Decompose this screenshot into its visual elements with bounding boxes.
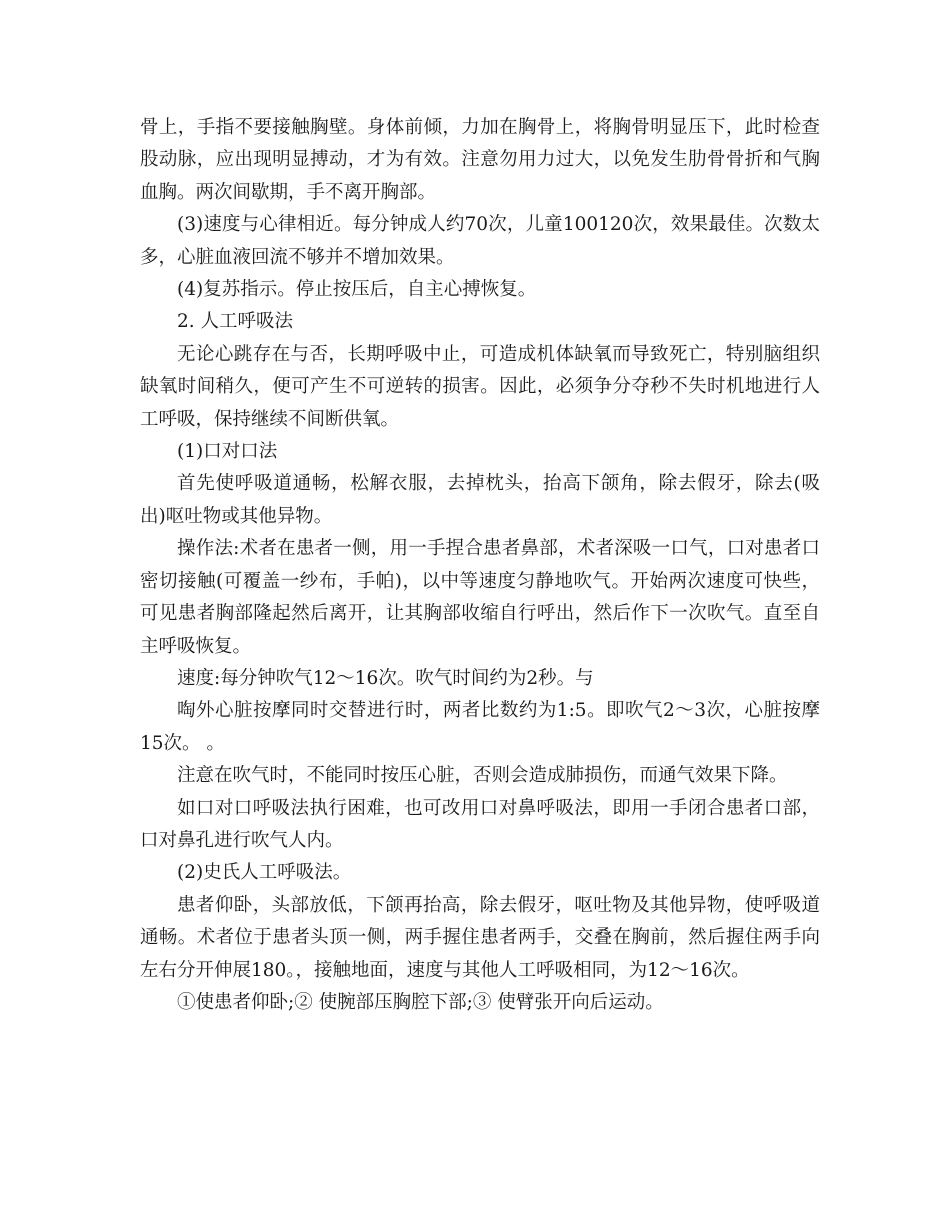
subheading-silvester-method: (2)史氏人工呼吸法。: [177, 862, 352, 884]
paragraph-15: ①使患者仰卧;② 使腕部压胸腔下部;③ 使臂张开向后运动。: [177, 991, 664, 1013]
paragraph-12: 如口对口呼吸法执行困难，也可改用口对鼻呼吸法，即用一手闭合患者口部，口对鼻孔进行吹气人内。: [140, 797, 820, 851]
paragraph-1: 骨上，手指不要接触胸壁。身体前倾，力加在胸骨上，将胸骨明显压下，此时检查股动脉，应出现明显搏动，才为有效。注意勿用力过大，以免发生肋骨骨折和气胸血胸。两次间歇期，手不离开胸部。: [140, 117, 820, 203]
paragraph-2: (3)速度与心律相近。每分钟成人约70次，儿童100120次，效果最佳。次数太多，心脏血液回流不够并不增加效果。: [140, 214, 820, 268]
section-heading-artificial-respiration: 2. 人工呼吸法: [177, 311, 294, 333]
paragraph-10: 啕外心脏按摩同时交替进行时，两者比数约为1:5。即吹气2～3次，心脏按摩15次。 。: [140, 700, 820, 754]
paragraph-8: 操作法:术者在患者一侧，用一手捏合患者鼻部，术者深吸一口气，口对患者口密切接触(可覆盖一纱布，手帕)，以中等速度匀静地吹气。开始两次速度可快些，可见患者胸部隆起然后离开，让其胸部收缩自行呼出，然后作下一次吹气。直至自主呼吸恢复。: [140, 538, 820, 657]
subheading-mouth-to-mouth: (1)口对口法: [177, 441, 278, 463]
paragraph-5: 无论心跳存在与否，长期呼吸中止，可造成机体缺氧而导致死亡，特别脑组织缺氧时间稍久，便可产生不可逆转的损害。因此，必须争分夺秒不失时机地进行人工呼吸，保持继续不间断供氧。: [140, 343, 820, 430]
document-body: [140, 112, 820, 1019]
paragraph-11: 注意在吹气时，不能同时按压心脏，否则会造成肺损伤，而通气效果下降。: [177, 765, 788, 787]
paragraph-9: 速度:每分钟吹气12～16次。吹气时间约为2秒。与: [177, 667, 594, 689]
paragraph-7: 首先使呼吸道通畅，松解衣服，去掉枕头，抬高下颌角，除去假牙，除去(吸出)呕吐物或其他异物。: [140, 473, 820, 527]
paragraph-3: (4)复苏指示。停止按压后，自主心搏恢复。: [177, 279, 537, 301]
paragraph-14: 患者仰卧，头部放低，下颌再抬高，除去假牙，呕吐物及其他异物，使呼吸道通畅。术者位于患者头顶一侧，两手握住患者两手，交叠在胸前，然后握住两手向左右分开伸展180。，接触地面，速度与其他人工呼吸相同，为12～16次。: [140, 894, 820, 981]
